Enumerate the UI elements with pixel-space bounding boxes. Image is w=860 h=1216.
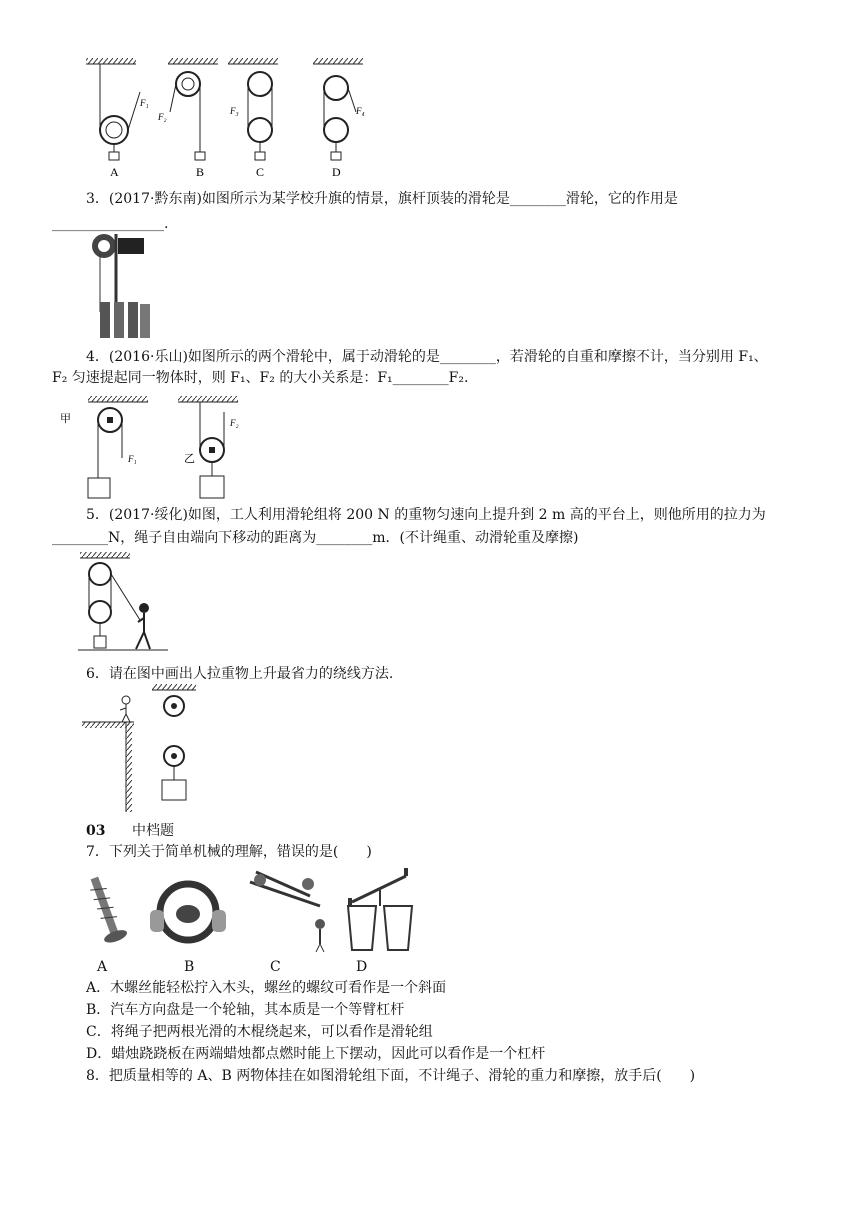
q4-force-f2: F₂ bbox=[230, 418, 239, 428]
q4-pulley-figure bbox=[60, 392, 260, 502]
section-number: 03 bbox=[86, 823, 106, 839]
q4-force-f1: F₁ bbox=[128, 454, 137, 464]
q4-line-2: F₂ 匀速提起同一物体时，则 F₁、F₂ 的大小关系是：F₁________F₂. bbox=[52, 370, 469, 386]
figure-label-d: D bbox=[332, 165, 341, 179]
q7-pic-label-d: D bbox=[356, 959, 368, 975]
q7-pic-label-a: A bbox=[97, 959, 108, 975]
figure-label-c: C bbox=[256, 165, 265, 179]
q7-option-d: D．蜡烛跷跷板在两端蜡烛都点燃时能上下摆动，因此可以看作是一个杠杆 bbox=[86, 1046, 546, 1062]
force-label-f1: F₁ bbox=[140, 98, 149, 108]
q7-pic-label-c: C bbox=[270, 959, 281, 975]
q2-pulley-figure bbox=[78, 52, 378, 182]
force-label-f4: F₄ bbox=[356, 106, 365, 116]
fig-label-jia: 甲 bbox=[60, 413, 71, 425]
figure-label-b: B bbox=[196, 165, 205, 179]
q6-line-1: 6．请在图中画出人拉重物上升最省力的绕线方法. bbox=[86, 666, 394, 682]
q7-option-a: A．木螺丝能轻松拧入木头，螺丝的螺纹可看作是一个斜面 bbox=[86, 980, 447, 996]
force-label-f2: F₂ bbox=[158, 112, 167, 122]
q7-option-b: B．汽车方向盘是一个轮轴，其本质是一个等臂杠杆 bbox=[86, 1002, 405, 1018]
fig-label-yi: 乙 bbox=[184, 453, 195, 465]
q7-pic-label-b: B bbox=[184, 959, 195, 975]
q8-stem: 8．把质量相等的 A、B 两物体挂在如图滑轮组下面，不计绳子、滑轮的重力和摩擦，放手后( ) bbox=[86, 1068, 696, 1084]
q5-line-2: ________N，绳子自由端向下移动的距离为________m．(不计绳重、动滑轮重及摩擦) bbox=[52, 530, 579, 546]
q5-pulley-worker-figure bbox=[78, 550, 168, 660]
q3-line-1: 3．(2017·黔东南)如图所示为某学校升旗的情景，旗杆顶装的滑轮是________滑轮，它的作用是 bbox=[86, 191, 678, 207]
q6-drawing-figure bbox=[82, 684, 212, 814]
q4-line-1: 4．(2016·乐山)如图所示的两个滑轮中，属于动滑轮的是________，若滑轮的自重和摩擦不计，当分别用 F₁、 bbox=[86, 349, 768, 365]
q7-option-c: C．将绳子把两根光滑的木棍绕起来，可以看作是滑轮组 bbox=[86, 1024, 433, 1040]
q5-line-1: 5．(2017·绥化)如图，工人利用滑轮组将 200 N 的重物匀速向上提升到 2 m 高的平台上，则他所用的拉力为 bbox=[86, 507, 766, 523]
force-label-f3: F₃ bbox=[230, 106, 239, 116]
q7-stem: 7．下列关于简单机械的理解，错误的是( ) bbox=[86, 844, 372, 860]
flag-raising-image bbox=[88, 232, 158, 342]
q7-pictures bbox=[80, 866, 420, 956]
section-title: 中档题 bbox=[132, 823, 174, 839]
figure-label-a: A bbox=[110, 165, 119, 179]
q3-line-2: ________________. bbox=[52, 216, 169, 232]
